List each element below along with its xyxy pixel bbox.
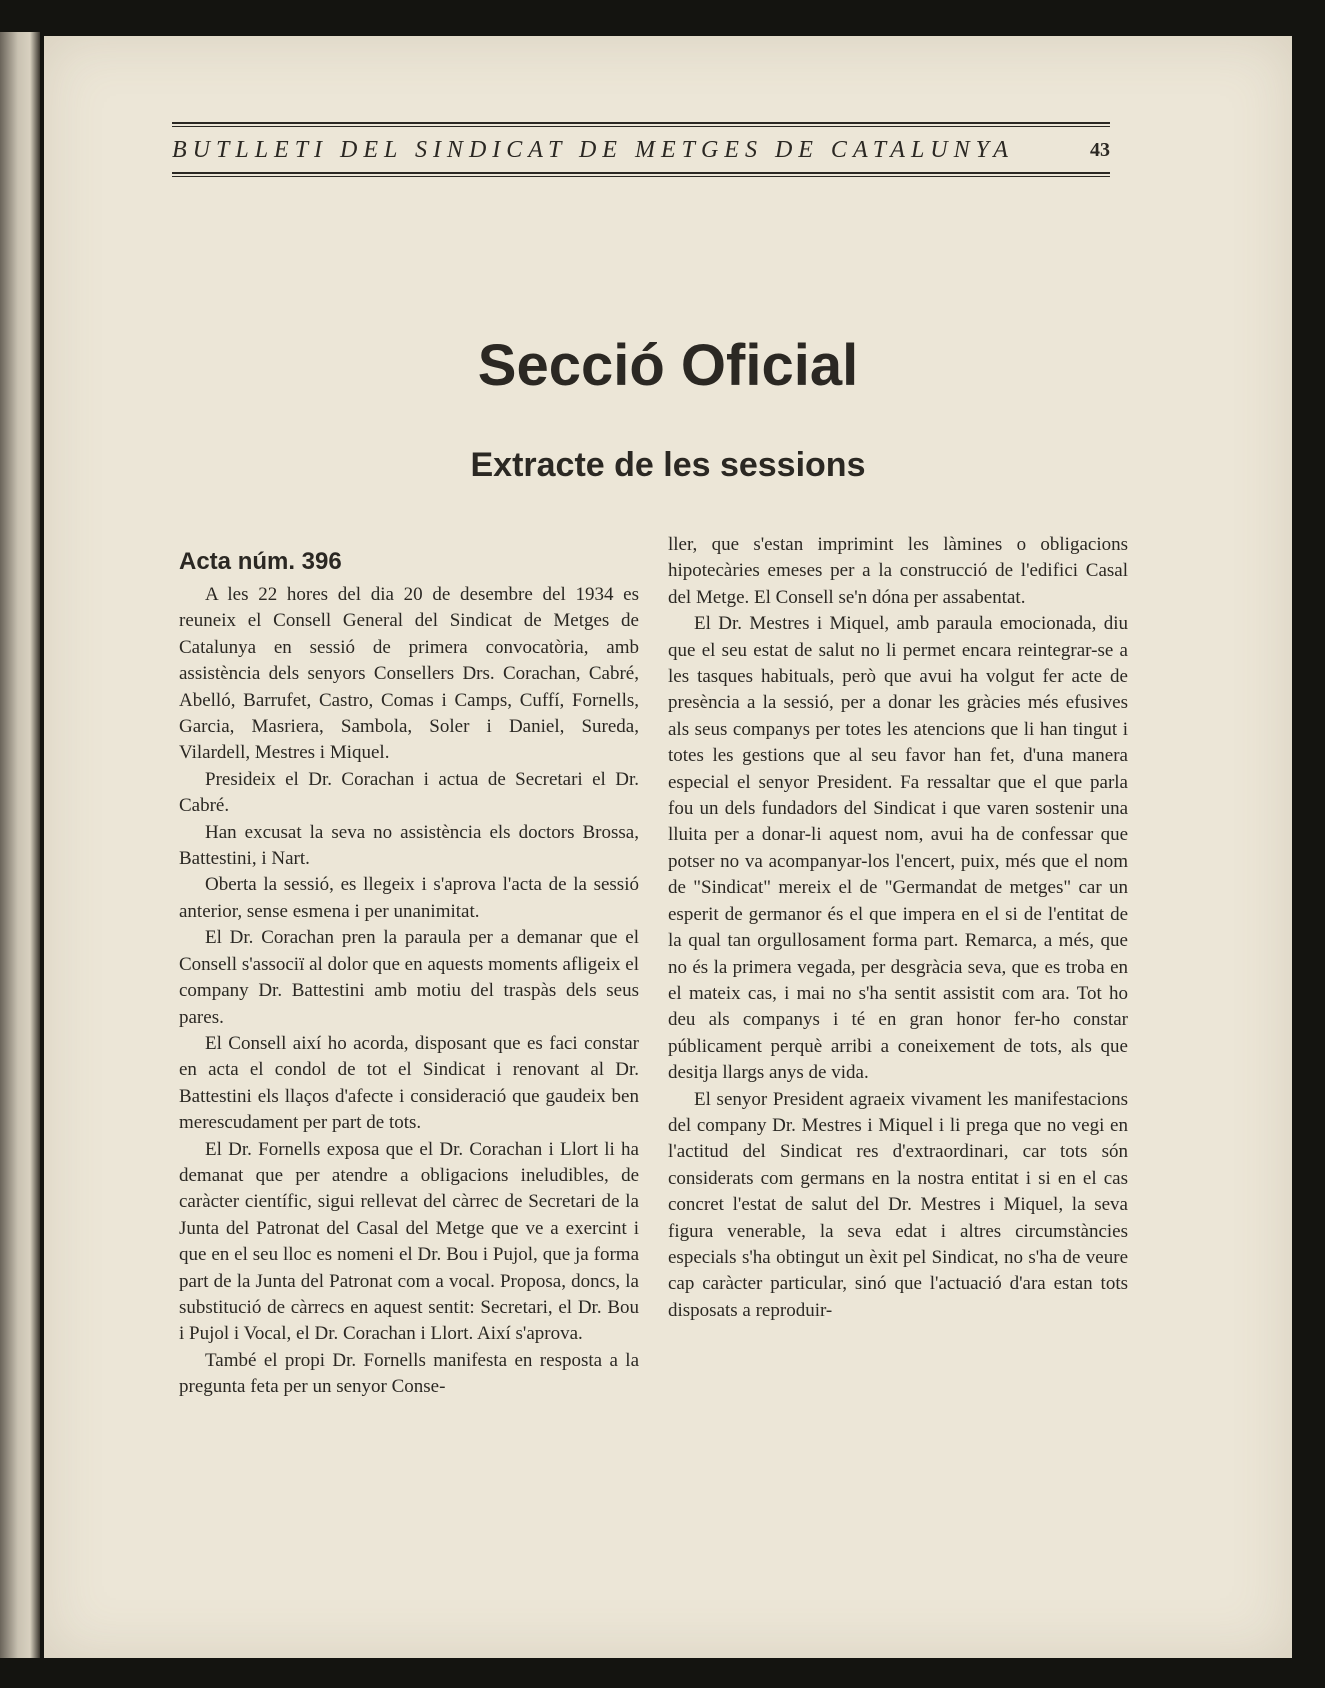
document-page [44,36,1292,1658]
paragraph: El Dr. Fornells exposa que el Dr. Corachan i Llort li ha demanat que per atendre a obligacions ineludibles, de caràcter científic, sigui rellevat del càrrec de Secretari de la Junta del Patronat del Casal del Metge que ve a exercint i que en el seu lloc es nomeni el Dr. Bou i Pujol, que ja forma part de la Junta del Patronat com a vocal. Proposa, doncs, la substitució de càrrecs en aquest sentit: Secretari, el Dr. Bou i Pujol i Vocal, el Dr. Corachan i Llort. Així s'aprova. [179,1138,639,1345]
running-header [172,130,1110,170]
paragraph: El Dr. Mestres i Miquel, amb paraula emocionada, diu que el seu estat de salut no li permet encara reintegrar-se a les tasques habituals, però que avui ha volgut fer acte de presència a la sessió, per a donar les gràcies més efusives als seus companys per totes les atencions que li han tingut i totes les gestions que al seu favor han fet, d'una manera especial el senyor President. Fa ressaltar que el que parla fou un dels fundadors del Sindicat i que varen sostenir una lluita per a donar-li aquest nom, avui ha de confessar que potser no va acompanyar-los l'encert, puix, més que el nom de "Sindicat" mereix el de "Germandat de metges" car un esperit de germanor és el que impera en el si de l'entitat de la qual tan orgullosament forma part. Remarca, a més, que no és la primera vegada, per desgràcia seva, que es troba en el mateix cas, i mai no s'ha sentit assistit com ara. Tot ho deu als companys i té en gran honor fer-ho constar públicament perquè arribi a coneixement de tots, als que desitja llargs anys de vida. [668,613,1128,1084]
subtitle: Extracte de les sessions [470,446,866,484]
header-rule-top [172,122,1110,124]
paragraph: ller, que s'estan imprimint les làmines o obligacions hipotecàries emeses per a la construcció de l'edifici Casal del Metge. El Consell se'n dóna per assabentat. [668,534,1128,608]
left-column [179,582,639,1401]
page-number: 43 [1090,138,1110,161]
right-column [668,532,1128,1324]
acta-heading: Acta núm. 396 [179,548,342,575]
paragraph: Oberta la sessió, es llegeix i s'aprova l'acta de la sessió anterior, sense esmena i per unanimitat. [179,874,639,922]
section-title: Secció Oficial [477,333,859,398]
header-rule-bottom [172,172,1110,174]
paragraph: El Consell així ho acorda, disposant que es faci constar en acta el condol de tot el Sindicat i renovant al Dr. Battestini els llaços d'afecte i consideració que gaudeix ben merescudament per part de tots. [179,1032,639,1134]
paragraph: El Dr. Corachan pren la paraula per a demanar que el Consell s'associï al dolor que en aquests moments afligeix el company Dr. Battestini amb motiu del traspàs dels seus pares. [179,927,639,1028]
header-rule-top-thin [172,126,1110,127]
paragraph: A les 22 hores del dia 20 de desembre del 1934 es reuneix el Consell General del Sindicat de Metges de Catalunya en sessió de primera convocatòria, amb assistència dels senyors Consellers Drs. Corachan, Cabré, Abelló, Barrufet, Castro, Comas i Camps, Cuffí, Fornells, Garcia, Masriera, Sambola, Soler i Daniel, Sureda, Vilardell, Mestres i Miquel. [179,584,639,764]
header-rule-bottom-thin [172,176,1110,177]
paragraph: Han excusat la seva no assistència els doctors Brossa, Battestini, i Nart. [179,821,639,870]
paragraph: També el propi Dr. Fornells manifesta en resposta a la pregunta feta per un senyor Conse- [179,1349,639,1398]
running-title: BUTLLETI DEL SINDICAT DE METGES DE CATALUNYA [172,136,1014,163]
paragraph: El senyor President agraeix vivament les manifestacions del company Dr. Mestres i Miquel i li prega que no vegi en l'actitud del Sindicat res d'extraordinari, car tots són considerats com germans en la nostra entitat i si en el cas concret l'estat de salut del Dr. Mestres i Miquel, la seva figura venerable, la seva edat i altres circumstàncies especials s'ha obtingut un èxit pel Sindicat, no s'ha de veure cap caràcter particular, sinó que l'actuació d'ara estan tots disposats a reproduir- [668,1088,1128,1321]
adjacent-page-edge [0,32,40,1658]
paragraph: Presideix el Dr. Corachan i actua de Secretari el Dr. Cabré. [179,768,639,817]
